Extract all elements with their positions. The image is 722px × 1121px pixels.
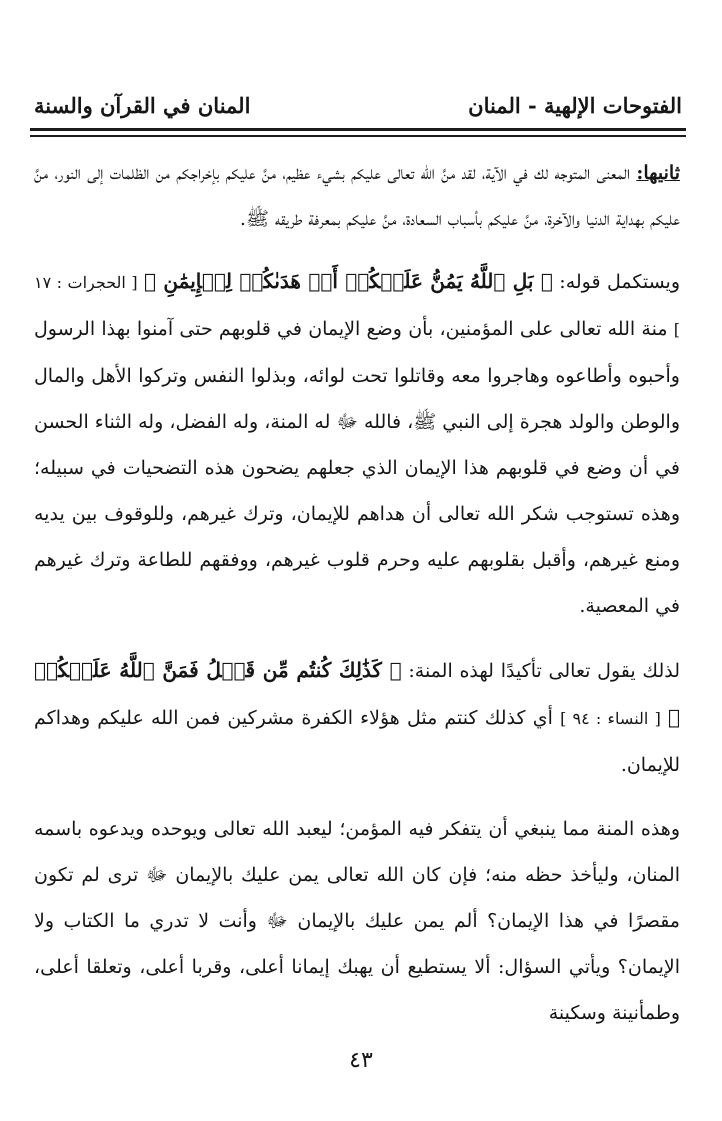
quran-verse: ﴿ كَذَٰلِكَ كُنتُم مِّن قَبۡلُ فَمَنَّ ٱللَّهُ عَلَيۡكُمۡ ﴾ (34, 658, 681, 729)
paragraph-lead: ثانيها: (636, 162, 680, 184)
header-rule-thin (30, 135, 686, 137)
verse-reference: [ الحجرات : ١٧ ] (34, 273, 681, 339)
paragraph-text: منة الله تعالى على المؤمنين، بأن وضع الإيمان في قلوبهم حتى آمنوا بهذا الرسول وأحبوه وأطاعوه وهاجروا معه وقاتلوا تحت لوائه، وبذلوا النفس وتركوا الأهل والمال والوطن والولد هجرة إلى النبي ﷺ، فالله ﷻ له المنة، وله الفضل، وله الثناء الحسن في أن وضع في قلوبهم هذا الإيمان الذي جعلهم يضحون هذه التضحيات في سبيله؛ وهذه تستوجب شكر الله تعالى أن هداهم للإيمان، وترك غيرهم، وللوقوف بين يديه ومنع غيرهم، وأقبل بقلوبهم عليه وحرم قلوب غيرهم، ووفقهم للطاعة وترك غيرهم في المعصية. (34, 318, 680, 617)
page-body (34, 150, 680, 1054)
running-header (34, 74, 682, 118)
verse-reference: [ النساء : ٩٤ ] (560, 709, 661, 728)
paragraph-4 (34, 806, 680, 1036)
paragraph-2 (34, 258, 680, 629)
book-title: الفتوحات الإلهية - المنان (468, 93, 682, 118)
chapter-title: المنان في القرآن والسنة (34, 93, 251, 118)
page-number: ٤٣ (349, 1048, 373, 1073)
paragraph-intro: لذلك يقول تعالى تأكيدًا لهذه المنة: (408, 660, 680, 682)
paragraph-text: المعنى المتوجه لك في الآية، لقد منَّ الله تعالى عليكم بشيء عظيم، منَّ عليكم بإخراجكم من الظلمات إلى النور، منَّ عليكم بهداية الدنيا والآخرة، منَّ عليكم بأسباب السعادة، منَّ عليكم بمعرفة طريقه ﷺ. (34, 162, 680, 230)
paragraph-1 (34, 150, 680, 242)
quran-verse: ﴿ بَلِ ٱللَّهُ يَمُنُّ عَلَيۡكُمۡ أَنۡ هَدَىٰكُمۡ لِلۡإِيمَٰنِ ﴾ (144, 269, 553, 293)
header-rule-thick (30, 128, 686, 131)
paragraph-text: وهذه المنة مما ينبغي أن يتفكر فيه المؤمن؛ ليعبد الله تعالى ويوحده ويدعوه باسمه المنان، وليأخذ حظه منه؛ فإن كان الله تعالى يمن عليك بالإيمان ﷻ ترى لم تكون مقصرًا في هذا الإيمان؟ ألم يمن عليك بالإيمان ﷻ وأنت لا تدري ما الكتاب ولا الإيمان؟ ويأتي السؤال: ألا يستطيع أن يهبك إيمانا أعلى، وقربا أعلى، وتعلقا أعلى، وطمأنينة وسكينة (34, 818, 680, 1024)
paragraph-3 (34, 647, 680, 788)
paragraph-intro: ويستكمل قوله: (559, 271, 681, 293)
paragraph-text: أي كذلك كنتم مثل هؤلاء الكفرة مشركين فمن الله عليكم وهداكم للإيمان. (34, 707, 680, 776)
